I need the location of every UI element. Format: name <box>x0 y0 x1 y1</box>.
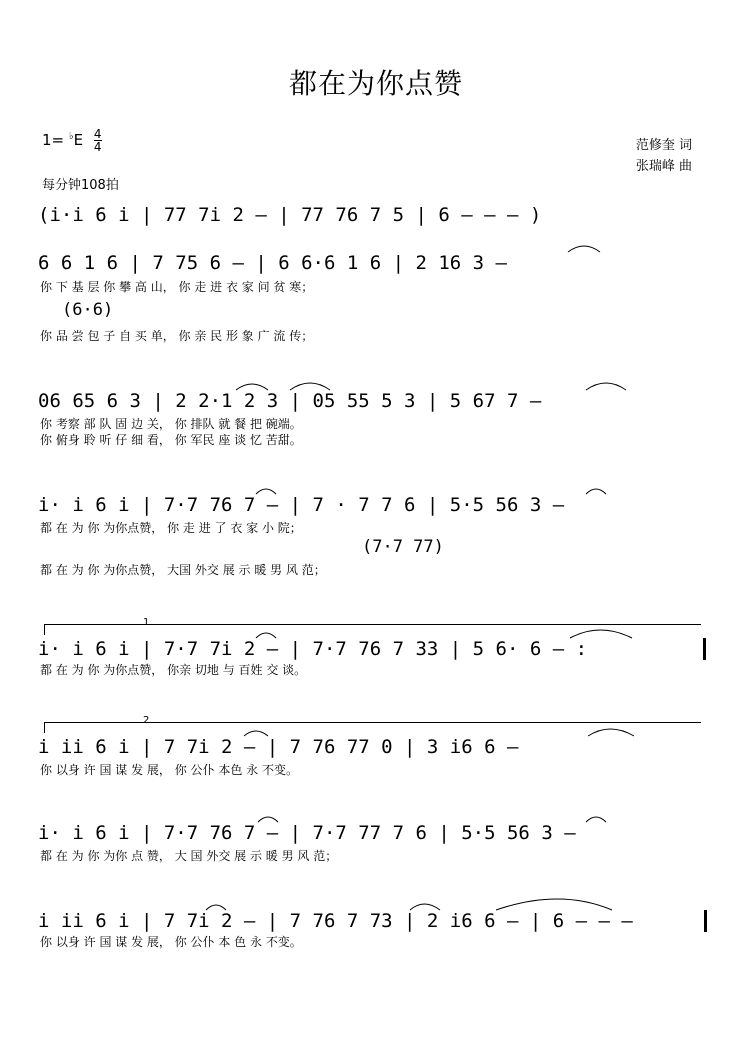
notes-line-4: i· i 6 i | 7·7 7i 2 – | 7·7 76 7 33 | 5 6· 6 – : <box>38 638 588 660</box>
slur <box>570 630 632 638</box>
slur <box>236 384 268 390</box>
notes-line-7: i ii 6 i | 7 7i 2 – | 7 76 7 73 | 2 i6 6 – | 6 – – – <box>38 910 633 932</box>
lyricist-credit: 范修奎 词 <box>635 138 692 153</box>
slur <box>496 899 612 910</box>
lyric-line-3b: 都 在 为 你 为你点赞， 大国 外交 展 示 暖 男 风 范； <box>40 563 326 577</box>
lyric-line-4: 都 在 为 你 为你点赞， 你亲 切地 与 百姓 交 谈。 <box>40 663 307 677</box>
notes-line-5: i ii 6 i | 7 7i 2 – | 7 76 77 0 | 3 i6 6 – <box>38 736 519 758</box>
key-note: E <box>73 131 84 149</box>
lyric-line-2a: 你 考察 部 队 固 边 关， 你 排队 就 餐 把 碗端。 <box>40 417 302 431</box>
slur <box>588 729 634 736</box>
tempo-marking: 每分钟108拍 <box>42 178 119 193</box>
flat-sign: ♭ <box>68 131 74 142</box>
slur <box>290 383 330 390</box>
lyric-line-5: 你 以身 许 国 谋 发 展， 你 公仆 本色 永 不变。 <box>40 763 298 777</box>
slur <box>586 489 606 494</box>
lyric-line-1b: 你 品 尝 包 子 自 买 单， 你 亲 民 形 象 广 流 传； <box>40 329 314 343</box>
alt-notes-3: (7·7 77) <box>362 537 444 557</box>
lyric-line-3a: 都 在 为 你 为你点赞， 你 走 进 了 衣 家 小 院； <box>40 521 302 535</box>
slur <box>206 905 226 910</box>
slur <box>258 817 278 822</box>
lyric-line-1a: 你 下 基 层 你 攀 高 山， 你 走 进 衣 家 问 贫 寒； <box>40 280 314 294</box>
lyric-line-6: 都 在 为 你 为你 点 赞， 大 国 外交 展 示 暖 男 风 范； <box>40 849 338 863</box>
lyric-line-2b: 你 俯身 聆 听 仔 细 看， 你 军民 座 谈 忆 苦甜。 <box>40 433 302 447</box>
slur <box>586 817 606 822</box>
alt-notes-1: (6·6) <box>62 300 114 320</box>
key-prefix: 1= <box>42 131 65 149</box>
slur <box>410 904 440 910</box>
song-title: 都在为你点赞 <box>288 67 463 100</box>
slur <box>244 731 268 736</box>
notes-line-1: 6 6 1 6 | 7 75 6 – | 6 6·6 1 6 | 2 16 3 – <box>38 252 507 274</box>
slur <box>586 383 626 390</box>
second-ending-number: 2 <box>143 715 150 726</box>
composer-credit: 张瑞峰 曲 <box>635 159 692 174</box>
lyric-line-7: 你 以身 许 国 谋 发 展， 你 公仆 本 色 永 不变。 <box>40 935 302 949</box>
notes-line-6: i· i 6 i | 7·7 76 7 – | 7·7 77 7 6 | 5·5 56 3 – <box>38 822 576 844</box>
slur <box>568 246 600 252</box>
time-top: 4 <box>93 127 102 141</box>
first-ending-number: 1 <box>143 617 150 628</box>
notes-line-intro: (i·i 6 i | 77 7i 2 – | 77 76 7 5 | 6 – – – ) <box>38 204 542 226</box>
slur <box>256 633 276 638</box>
notes-line-3: i· i 6 i | 7·7 76 7 – | 7 · 7 7 6 | 5·5 56 3 – <box>38 494 565 516</box>
notes-line-2: 06 65 6 3 | 2 2·1 2 3 | 05 55 5 3 | 5 67 7 – <box>38 390 542 412</box>
time-bottom: 4 <box>93 140 102 154</box>
slur <box>256 489 276 494</box>
